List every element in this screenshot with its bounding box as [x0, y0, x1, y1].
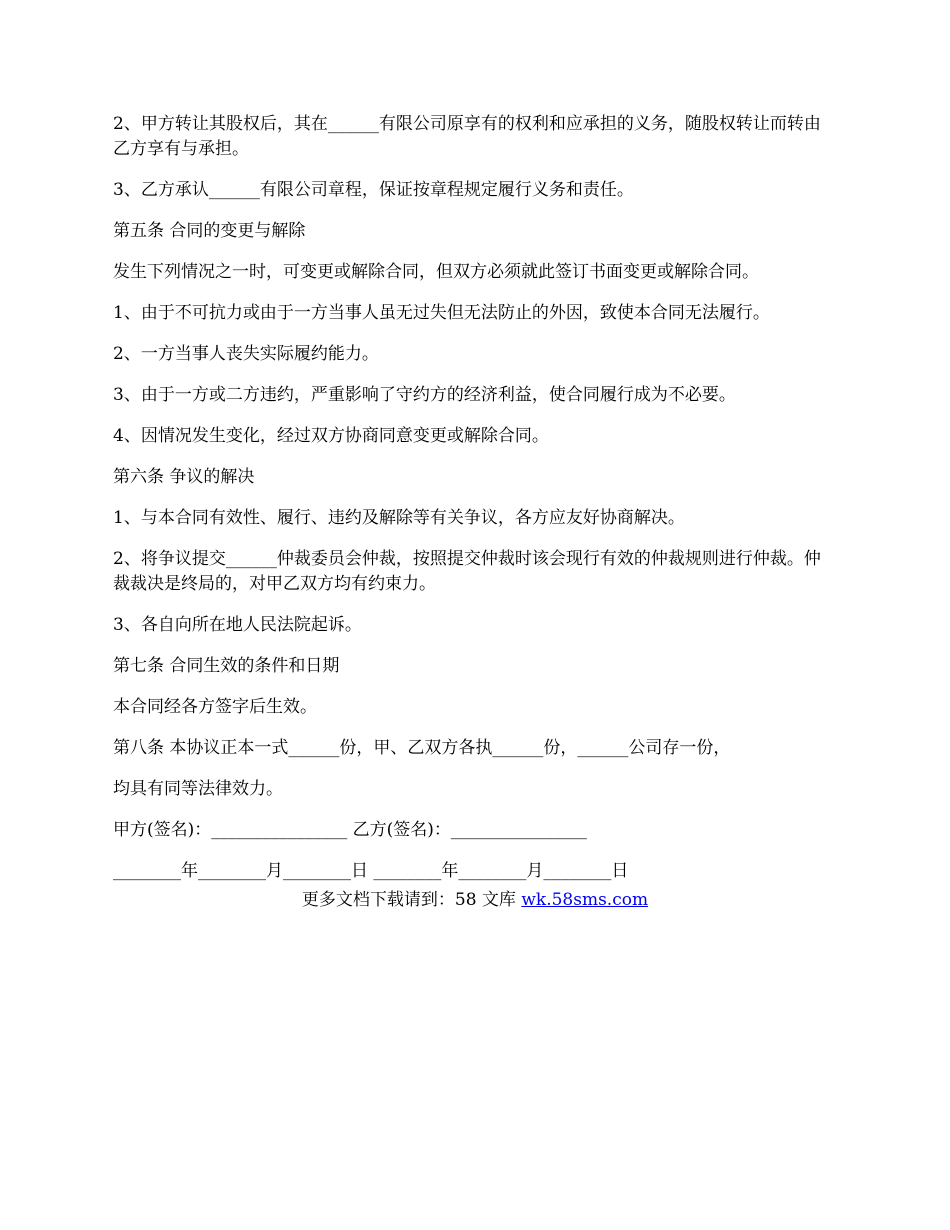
date-line: ________年________月________日 ________年________月________日 [113, 861, 629, 881]
footer-link[interactable]: wk.58sms.com [521, 890, 649, 910]
footer-prefix: 更多文档下载请到：58 文库 [301, 890, 522, 910]
paragraph-effective: 本合同经各方签字后生效。 [113, 697, 317, 717]
paragraph-breach: 3、由于一方或二方违约，严重影响了守约方的经济利益，使合同履行成为不必要。 [113, 385, 736, 405]
paragraph-arbitration: 2、将争议提交______仲裁委员会仲裁，按照提交仲裁时该会现行有效的仲裁规则进行仲裁。仲裁裁决是终局的，对甲乙双方均有约束力。 [113, 549, 821, 594]
section-heading-8: 第八条 本协议正本一式______份，甲、乙双方各执______份，______公司存一份， [113, 738, 731, 758]
paragraph-accept-charter: 3、乙方承认______有限公司章程，保证按章程规定履行义务和责任。 [113, 180, 634, 200]
paragraph-legal-effect: 均具有同等法律效力。 [113, 779, 283, 799]
paragraph-transfer-rights: 2、甲方转让其股权后，其在______有限公司原享有的权利和应承担的义务，随股权转让而转由乙方享有与承担。 [113, 114, 821, 159]
paragraph-change-conditions: 发生下列情况之一时，可变更或解除合同，但双方必须就此签订书面变更或解除合同。 [113, 262, 759, 282]
paragraph-circumstance-change: 4、因情况发生变化，经过双方协商同意变更或解除合同。 [113, 426, 549, 446]
section-heading-5: 第五条 合同的变更与解除 [113, 221, 306, 241]
section-heading-6: 第六条 争议的解决 [113, 467, 255, 487]
footer-download-note [0, 888, 950, 913]
section-heading-7: 第七条 合同生效的条件和日期 [113, 656, 340, 676]
document-body [113, 112, 835, 900]
paragraph-negotiation: 1、与本合同有效性、履行、违约及解除等有关争议，各方应友好协商解决。 [113, 508, 685, 528]
paragraph-court: 3、各自向所在地人民法院起诉。 [113, 615, 362, 635]
paragraph-lost-capacity: 2、一方当事人丧失实际履约能力。 [113, 344, 379, 364]
paragraph-force-majeure: 1、由于不可抗力或由于一方当事人虽无过失但无法防止的外因，致使本合同无法履行。 [113, 303, 770, 323]
signature-line: 甲方(签名)：________________ 乙方(签名)：________________ [113, 820, 587, 840]
